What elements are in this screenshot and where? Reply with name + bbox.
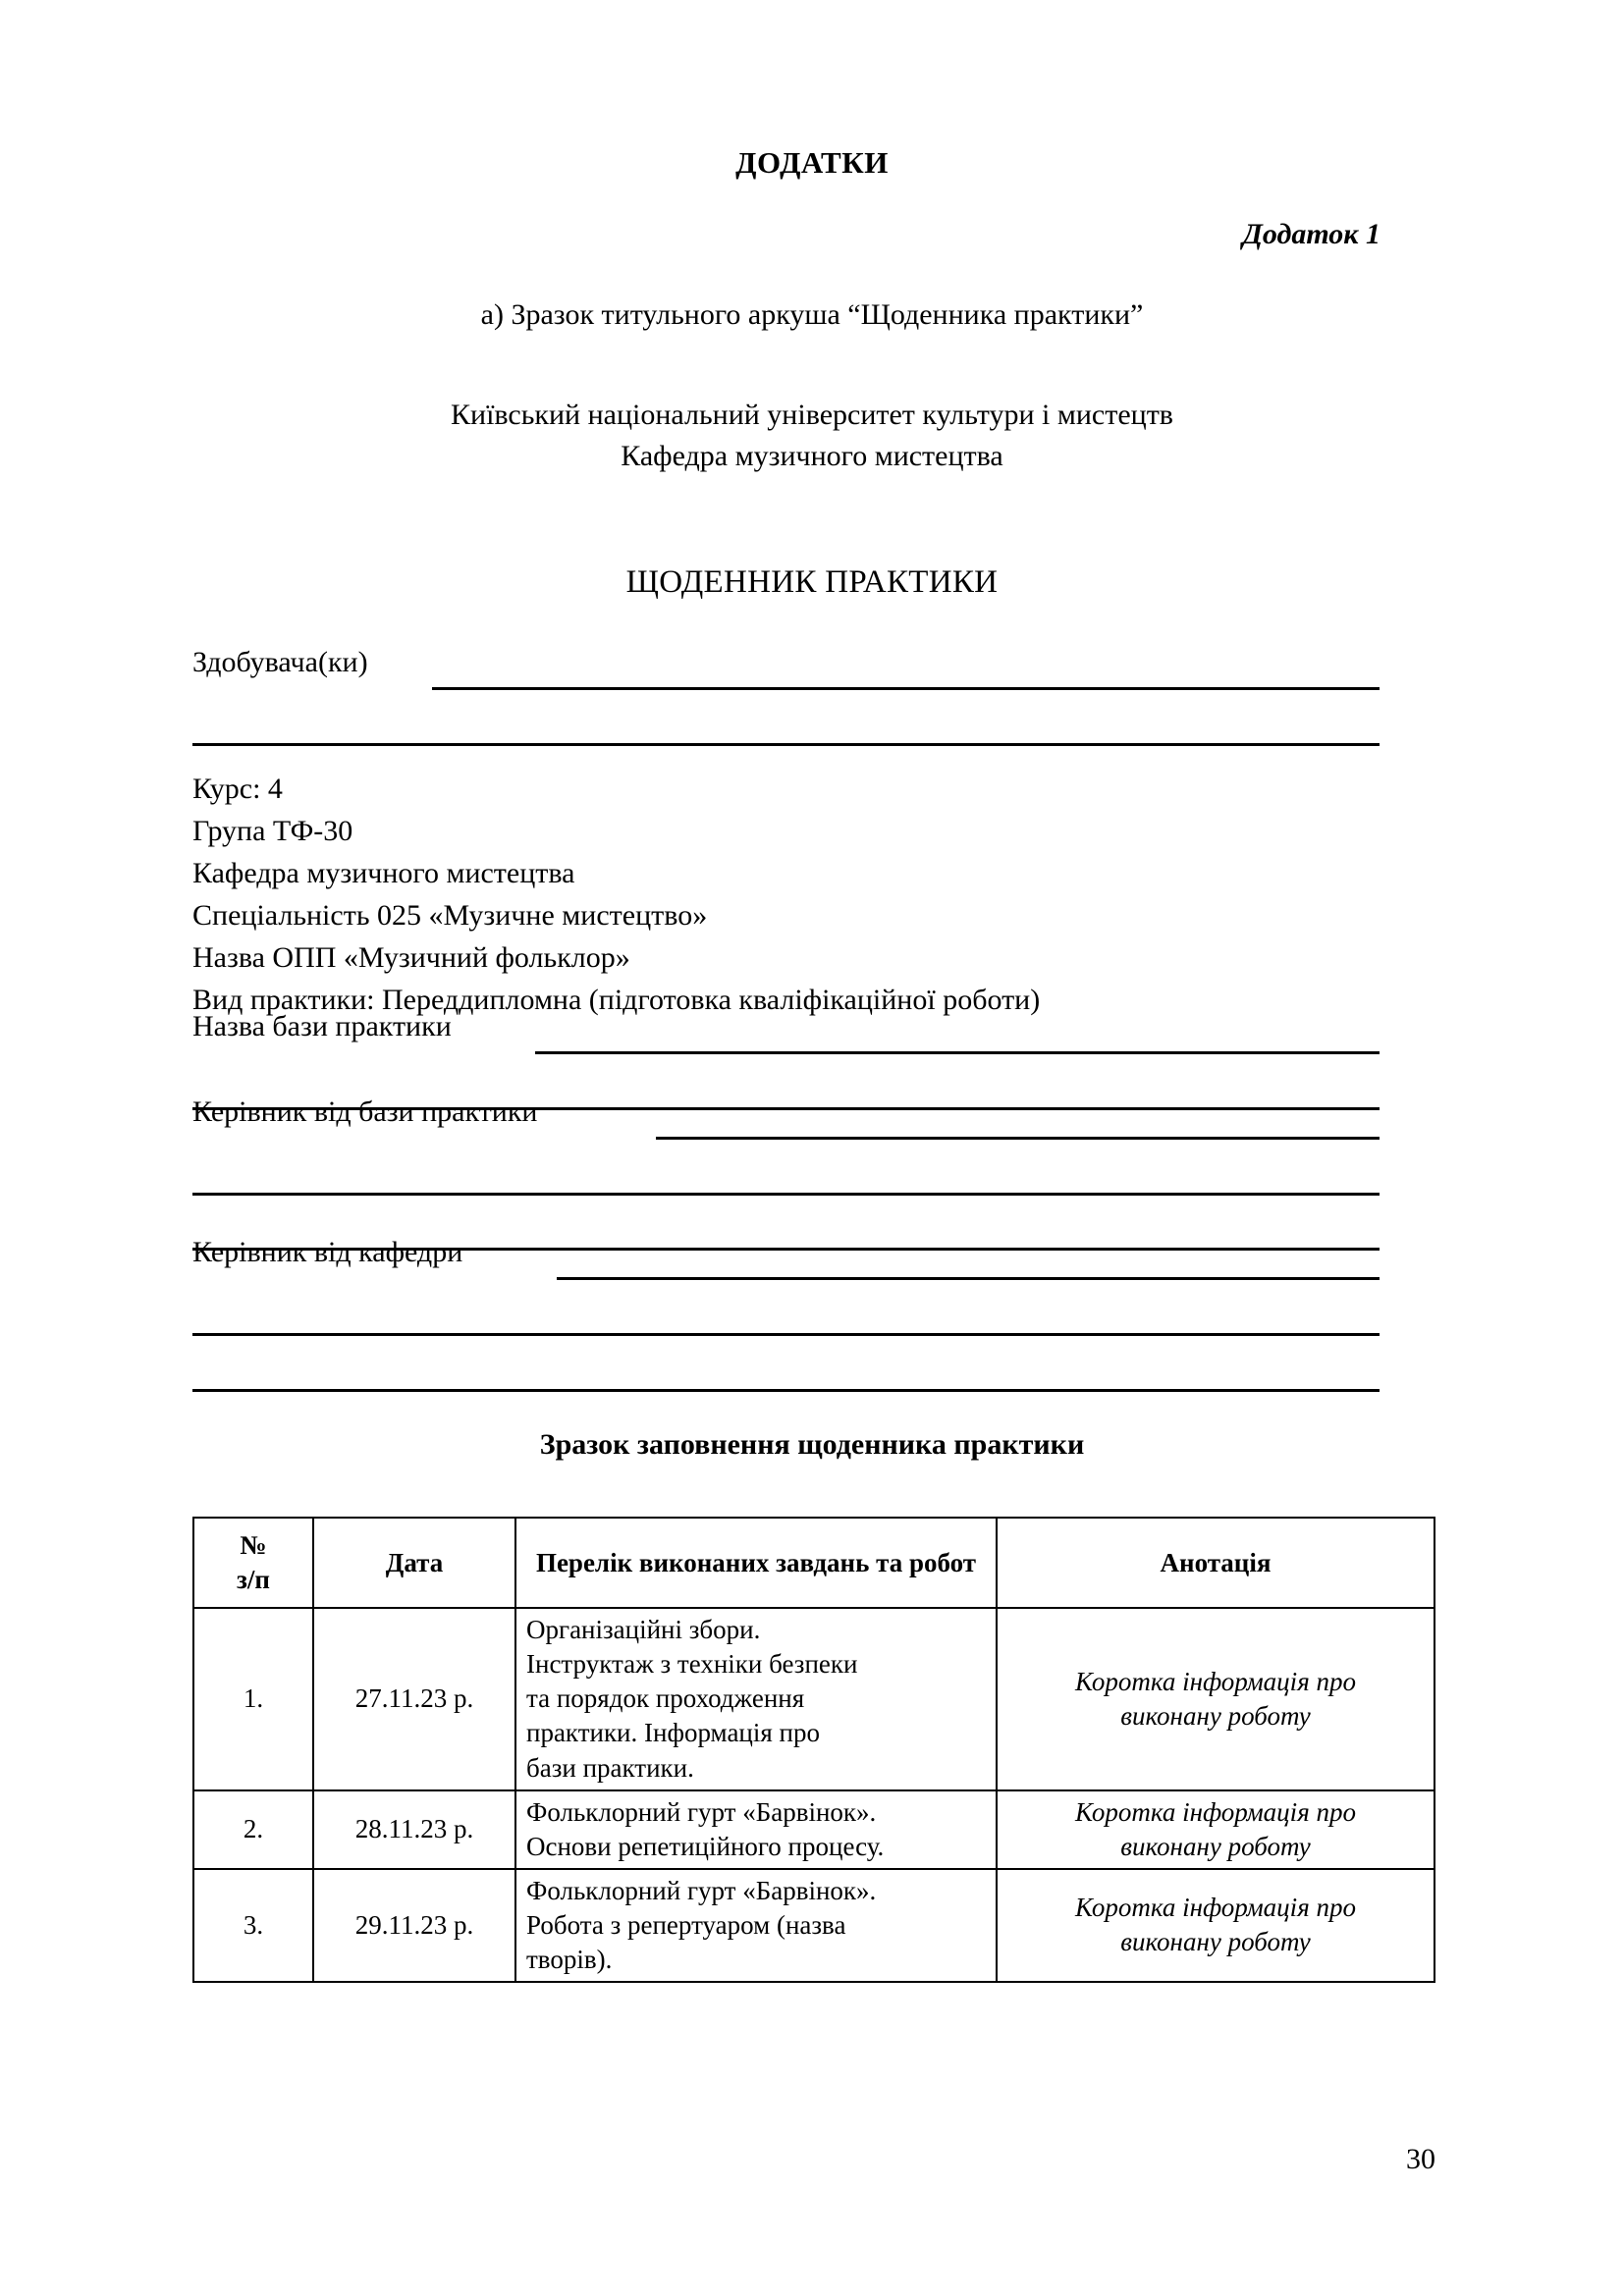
annex-label: Додаток 1	[1242, 218, 1380, 250]
base-supervisor-label: Керівник від бази практики	[192, 1095, 538, 1128]
table-row	[193, 1608, 1435, 1789]
table-header-row	[193, 1518, 1435, 1608]
cell-date: 29.11.23 р.	[313, 1869, 515, 1982]
student-fill-line-2[interactable]	[192, 743, 1380, 746]
column-header-tasks: Перелік виконаних завдань та робот	[515, 1518, 997, 1608]
department-name: Кафедра музичного мистецтва	[621, 440, 1003, 472]
student-info-list	[192, 768, 1040, 1021]
practice-base-label: Назва бази практики	[192, 1010, 452, 1042]
info-speciality: Спеціальність 025 «Музичне мистецтво»	[192, 899, 708, 932]
cell-tasks-line: Організаційні збори.	[526, 1615, 761, 1645]
cell-tasks	[515, 1790, 997, 1869]
cell-annotation-line: виконану роботу	[1120, 1831, 1311, 1861]
cell-annotation-line: Коротка інформація про	[1074, 1666, 1356, 1696]
cell-tasks-line: та порядок проходження	[526, 1683, 805, 1714]
subtitle-sample-title-sheet: а) Зразок титульного аркуша “Щоденника практики”	[480, 298, 1144, 331]
column-header-date: Дата	[313, 1518, 515, 1608]
cell-number: 2.	[193, 1790, 313, 1869]
page-title: ДОДАТКИ	[735, 145, 889, 180]
cell-tasks-line: Фольклорний гурт «Барвінок».	[526, 1796, 877, 1827]
sample-filling-heading: Зразок заповнення щоденника практики	[539, 1428, 1085, 1461]
student-label: Здобувача(ки)	[192, 646, 368, 678]
cell-annotation-line: Коротка інформація про	[1074, 1796, 1356, 1827]
info-department: Кафедра музичного мистецтва	[192, 857, 575, 889]
cell-number: 3.	[193, 1869, 313, 1982]
info-course: Курс: 4	[192, 773, 283, 805]
cell-annotation	[997, 1790, 1435, 1869]
practice-base-fill-line-1[interactable]	[535, 1051, 1380, 1054]
diary-heading: ЩОДЕННИК ПРАКТИКИ	[625, 564, 999, 600]
dept-supervisor-fill-line-3[interactable]	[192, 1389, 1380, 1392]
cell-annotation	[997, 1608, 1435, 1789]
info-group: Група ТФ-30	[192, 815, 353, 847]
table-row	[193, 1790, 1435, 1869]
table-body	[193, 1608, 1435, 1982]
dept-supervisor-label: Керівник від кафедри	[192, 1236, 463, 1268]
column-header-number	[193, 1518, 313, 1608]
column-header-number-line1: №	[240, 1530, 267, 1560]
cell-annotation-line: виконану роботу	[1120, 1700, 1311, 1731]
page-number: 30	[1406, 2143, 1435, 2175]
dept-supervisor-fill-line-2[interactable]	[192, 1333, 1380, 1336]
cell-date: 28.11.23 р.	[313, 1790, 515, 1869]
info-practice-type: Вид практики: Переддипломна (підготовка кваліфікаційної роботи)	[192, 984, 1041, 1016]
column-header-annotation: Анотація	[997, 1518, 1435, 1608]
cell-annotation-line: виконану роботу	[1120, 1927, 1311, 1957]
column-header-number-line2: з/п	[237, 1565, 270, 1595]
cell-tasks	[515, 1869, 997, 1982]
cell-tasks-line: Основи репетиційного процесу.	[526, 1831, 885, 1861]
university-name: Київський національний університет культури і мистецтв	[451, 399, 1173, 431]
cell-number: 1.	[193, 1608, 313, 1789]
cell-tasks-line: творів).	[526, 1945, 613, 1975]
student-fill-line-1[interactable]	[432, 687, 1380, 690]
dept-supervisor-fill-line-1[interactable]	[557, 1277, 1380, 1280]
table-row	[193, 1869, 1435, 1982]
cell-tasks	[515, 1608, 997, 1789]
cell-annotation-line: Коротка інформація про	[1074, 1893, 1356, 1923]
base-supervisor-fill-line-2[interactable]	[192, 1193, 1380, 1196]
cell-tasks-line: практики. Інформація про	[526, 1718, 820, 1748]
base-supervisor-fill-line-1[interactable]	[656, 1137, 1380, 1140]
cell-annotation	[997, 1869, 1435, 1982]
cell-tasks-line: Фольклорний гурт «Барвінок».	[526, 1875, 877, 1905]
cell-tasks-line: Робота з репертуаром (назва	[526, 1909, 846, 1940]
practice-diary-table	[192, 1517, 1435, 1983]
cell-tasks-line: бази практики.	[526, 1752, 694, 1783]
cell-tasks-line: Інструктаж з техніки безпеки	[526, 1649, 858, 1680]
cell-date: 27.11.23 р.	[313, 1608, 515, 1789]
info-program: Назва ОПП «Музичний фольклор»	[192, 941, 630, 974]
